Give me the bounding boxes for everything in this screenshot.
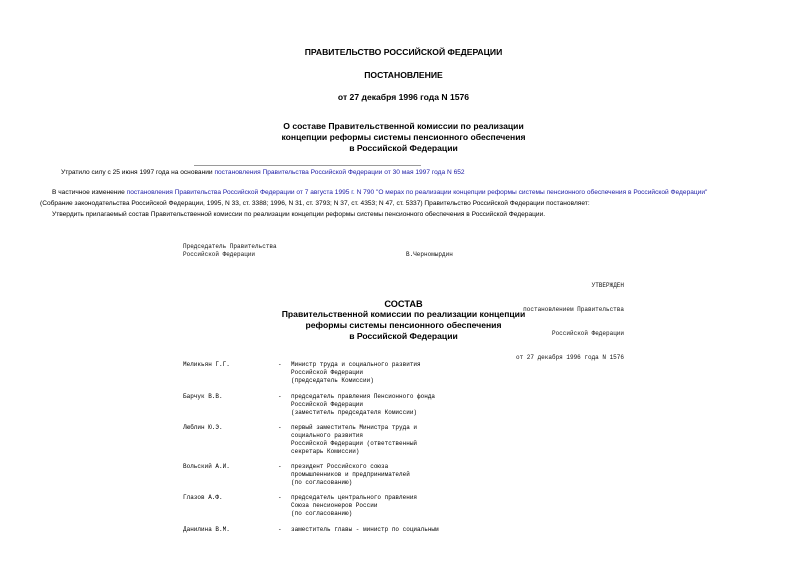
composition-heading: СОСТАВ [384, 299, 423, 309]
document-type: ПОСТАНОВЛЕНИЕ [364, 70, 443, 80]
composition-subtitle: Правительственной комиссии по реализации концепции [281, 309, 526, 319]
paragraph-1 [52, 188, 707, 197]
composition-subtitle: в Российской Федерации [349, 331, 458, 341]
member-dash: - [278, 393, 282, 400]
status-prefix: Утратило силу с 25 июня 1997 года на основании [61, 169, 215, 176]
signature-position: Председатель Правительства Российской Федерации [183, 243, 277, 258]
document-date: от 27 декабря 1996 года N 1576 [337, 92, 470, 102]
title-line: в Российской Федерации [349, 143, 458, 153]
member-name: Люблин Ю.Э. [183, 424, 223, 431]
paragraph-1-continuation: (Собрание законодательства Российской Федерации, 1995, N 33, ст. 3388; 1996, N 31, ст. 3793; N 37, ст. 4353; N 47, ст. 5337) Правительство Российской Федерации постановляет: [40, 200, 590, 207]
member-name: Меликьян Г.Г. [183, 361, 230, 368]
member-role: заместитель главы - министр по социальным [291, 526, 439, 533]
member-role: первый заместитель Министра труда и социального развития Российской Федерации (ответственный секретарь Комиссии) [291, 424, 418, 455]
member-dash: - [278, 526, 282, 533]
government-heading: ПРАВИТЕЛЬСТВО РОССИЙСКОЙ ФЕДЕРАЦИИ [304, 47, 503, 57]
paragraph-2: Утвердить прилагаемый состав Правительственной комиссии по реализации концепции реформы системы пенсионного обеспечения в Российской Федерации. [52, 211, 546, 218]
signature-name: В.Черномырдин [406, 251, 453, 258]
member-dash: - [278, 424, 282, 431]
member-role: Министр труда и социального развития Российской Федерации (председатель Комиссии) [291, 361, 421, 384]
member-role: председатель центрального правления Союза пенсионеров России (по согласованию) [291, 494, 418, 517]
member-name: Глазов А.Ф. [183, 494, 223, 501]
repeal-link[interactable]: постановления Правительства Российской Федерации от 30 мая 1997 года N 652 [214, 169, 465, 176]
composition-subtitle: реформы системы пенсионного обеспечения [305, 320, 502, 330]
member-dash: - [278, 361, 282, 368]
paragraph-1-prefix: В частичное изменение [52, 189, 127, 196]
title-line: концепции реформы системы пенсионного обеспечения [281, 132, 526, 142]
member-role: президент Российского союза промышленников и предпринимателей (по согласованию) [291, 463, 410, 486]
member-name: Данилина В.М. [183, 526, 230, 533]
amended-act-link[interactable]: постановления Правительства Российской Федерации от 7 августа 1995 г. N 790 "О мерах по реализации концепции реформы системы пенсионного обеспечения в Российской Федерации" [126, 189, 708, 196]
member-name: Барчук В.В. [183, 393, 223, 400]
divider [194, 165, 421, 166]
member-dash: - [278, 494, 282, 501]
approval-stamp: УТВЕРЖДЕН постановлением Правительства Российской Федерации от 27 декабря 1996 года N 1576 [515, 282, 624, 361]
title-line: О составе Правительственной комиссии по реализации [283, 121, 524, 131]
member-role: председатель правления Пенсионного фонда Российской Федерации (заместитель председателя Комиссии) [291, 393, 436, 416]
member-name: Вольский А.И. [183, 463, 230, 470]
status-note [61, 168, 465, 177]
member-dash: - [278, 463, 282, 470]
